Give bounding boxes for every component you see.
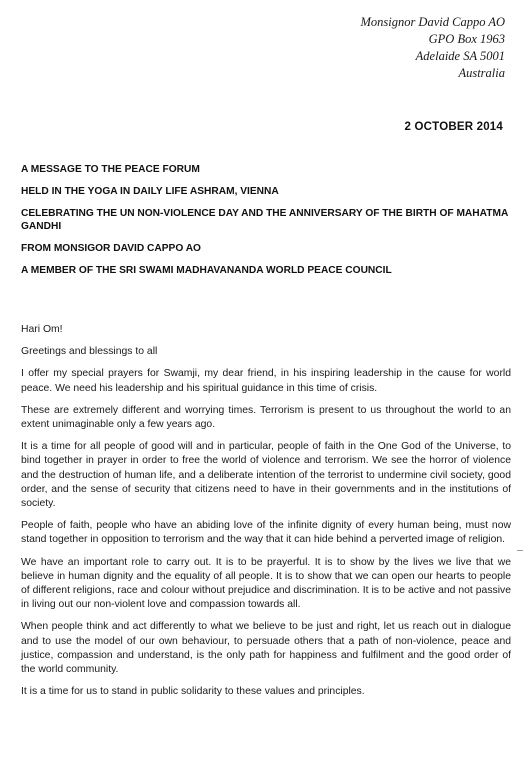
sender-country: Australia (458, 66, 505, 80)
letter-date: 2 OCTOBER 2014 (404, 121, 503, 133)
body-paragraph: We have an important role to carry out. It is to be prayerful. It is to show by the lives we live that we believe in human dignity and the equality of all people. It is to show that we can open our hearts to people of different religions, race and colour without prejudice and discrimination. It is to be active and not passive in living out our non-violent love and compassion towards all. (21, 556, 511, 611)
body-paragraph: People of faith, people who have an abiding love of the infinite dignity of every human being, must now stand together in opposition to terrorism and the way that it can hide behind a perverted image of religion. (21, 520, 511, 546)
body-paragraph: It is a time for us to stand in public solidarity to these values and principles. (21, 686, 365, 698)
salutation: Hari Om! (21, 324, 63, 335)
heading-occasion: CELEBRATING THE UN NON-VIOLENCE DAY AND THE ANNIVERSARY OF THE BIRTH OF MAHATMA GANDHI (21, 208, 508, 232)
heading-venue: HELD IN THE YOGA IN DAILY LIFE ASHRAM, VIENNA (21, 186, 279, 197)
greeting: Greetings and blessings to all (21, 346, 158, 358)
sender-city: Adelaide SA 5001 (415, 49, 505, 63)
heading-message: A MESSAGE TO THE PEACE FORUM (21, 164, 200, 175)
body-paragraph: These are extremely different and worrying times. Terrorism is present to us throughout the world to an extent unimaginable only a few years ago. (21, 404, 511, 431)
heading-from: FROM MONSIGOR DAVID CAPPO AO (21, 243, 201, 254)
sender-name: Monsignor David Cappo AO (360, 15, 505, 29)
letter-headings (21, 163, 516, 286)
scan-mark (517, 550, 523, 551)
body-paragraph: I offer my special prayers for Swamji, my dear friend, in his inspiring leadership in the cause for world peace. We need his leadership and his spiritual guidance in this time of crisis. (21, 368, 511, 394)
body-paragraph: When people think and act differently to what we believe to be just and right, let us reach out in dialogue and to use the model of our own behaviour, to persuade others that a path of non-violence, peace and justice, compassion and understand, is the only path for happiness and fulfilment and the good order of the world community. (21, 621, 511, 676)
body-paragraph: It is a time for all people of good will and in particular, people of faith in the One God of the Universe, to bind together in prayer in order to free the world of violence and terrorism. We see the horror of violence and the destruction of human life, and a deliberate intention of the terrorist to undermine civil society, good order, and the sense of security that citizens need to have in their governments and in the institutions of society. (21, 441, 511, 510)
sender-po-box: GPO Box 1963 (428, 32, 505, 46)
letter-body (21, 323, 511, 707)
sender-address (275, 14, 505, 82)
heading-member: A MEMBER OF THE SRI SWAMI MADHAVANANDA WORLD PEACE COUNCIL (21, 265, 392, 276)
